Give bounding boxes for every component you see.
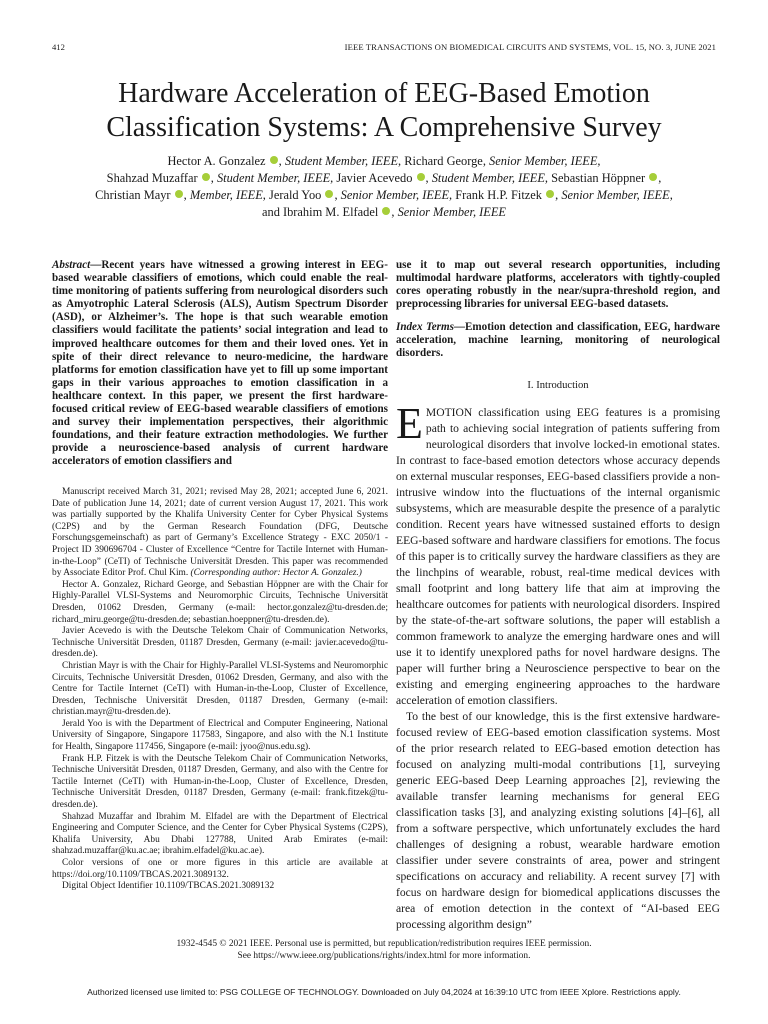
author-name: Hector A. Gonzalez	[167, 154, 266, 168]
intro-paragraph-1: MOTION classification using EEG features is a promising path to achieving social integration of patients suffering from neurological disorders that involve locked-in emotional states. In contrast to face-based emotion detectors whose accuracy depends on external muscular responses, EEG-based classifiers provide a non-intrusive window into the fluctuations of the internal organismic subsystems, which are measurable despite the presence of a paralytic condition. Recent years have witnessed sustained efforts to design EEG-based software and hardware classifiers for emotions. The focus of this paper is to critically survey the hardware classifiers as they are the linchpins of wearable, robust, real-time medical devices with small footprint and long battery life that aim at improving the healthcare outcomes for patients with neurological disorders. Inspired by the state-of-the-art software solutions, the paper will establish a common framework to analyze the emerging hardware ones and will use it to identify unexplored paths for novel hardware designs. The paper will further bring a Neuroscience perspective to bear on the existing and emerging engineering approaches to the hardware acceleration of emotion classifiers.	[396, 406, 720, 707]
author-role: Student Member, IEEE	[284, 154, 399, 168]
author-name: Shahzad Muzaffar	[106, 171, 198, 185]
author-role: Senior Member, IEEE,	[561, 188, 673, 202]
footnote-affiliation: Jerald Yoo is with the Department of Electrical and Computer Engineering, National University of Singapore, Singapore 117583, Singapore, and also with the N.1 Institute for Health, Singapore 117456, Singapore (e-mail: jyoo@nus.edu.sg).	[52, 718, 388, 753]
footnote-affiliation: Shahzad Muzaffar and Ibrahim M. Elfadel are with the Department of Electrical Engineering and Computer Science, and the Center for Cyber Physical Systems (C2PS), Khalifa University, Abu Dhabi 127788, United Arab Emirates (e-mail: shahzad.muzaffar@ku.ac.ae; ibrahim.elfadel@ku.ac.ae).	[52, 811, 388, 857]
footnote-color-versions[interactable]: Color versions of one or more figures in this article are available at https://doi.org/10.1109/TBCAS.2021.3089132.	[52, 858, 388, 880]
orcid-icon[interactable]	[202, 173, 210, 181]
intro-paragraph-2: To the best of our knowledge, this is the first extensive hardware-focused review of EEG-based emotion classification systems. Most of the prior research related to EEG-based emotion detection has focused on analyzing multi-modal contributions [1], surveying generic EEG-based Deep Learning approaches [2], reviewing the available transfer learning mechanisms for general EEG classification tasks [3], and analyzing existing solutions [4]–[6], all from a software perspective, which unfortunately excludes the hard challenges of designing a robust, wearable hardware emotion classifier under severe constraints of area, power and stringent specifications on accuracy and reliability. A recent survey [7] with focus on hardware design for biomedical applications discusses the area of emotion detection in the context of “AI-based EEG processing algorithm design”	[396, 710, 720, 931]
footnote-doi: Digital Object Identifier 10.1109/TBCAS.2021.3089132	[62, 881, 275, 892]
introduction-body	[396, 399, 720, 933]
orcid-icon[interactable]	[270, 156, 278, 164]
abstract-left	[52, 259, 388, 469]
footnotes	[52, 487, 388, 893]
author-role: Senior Member, IEEE,	[489, 154, 601, 168]
orcid-icon[interactable]	[382, 207, 390, 215]
drop-cap: E	[396, 399, 423, 448]
index-terms	[396, 321, 720, 360]
paper-title	[40, 77, 728, 145]
orcid-icon[interactable]	[546, 190, 554, 198]
footnote-affiliation: Javier Acevedo is with the Deutsche Telekom Chair of Communication Networks, Technische Universität Dresden, 01187 Dresden, Germany (e-mail: javier.acevedo@tu-dresden.de).	[52, 626, 388, 660]
author-role: Student Member, IEEE,	[431, 171, 549, 185]
author-line-1: Hector A. Gonzalez , Student Member, IEEE, Richard George, Senior Member, IEEE,	[167, 154, 601, 168]
footnote-manuscript: Manuscript received March 31, 2021; revised May 28, 2021; accepted June 6, 2021. Date of publication June 14, 2021; date of current version August 17, 2021. This work was partially supported by the Khalifa University Center for Cyber Physical Systems (C2PS) and by the German Research Foundation (DFG, Deutsche Forschungsgemeinschaft) as part of Germany’s Excellence Strategy - EXC 2050/1 - Project ID 390696704 - Cluster of Excellence “Centre for Tactile Internet with Human-in-the-Loop” (CeTI) of Technische Universität Dresden. This paper was recommended by Associate Editor Prof. Chul Kim.	[52, 487, 388, 579]
author-role: Senior Member, IEEE,	[340, 188, 453, 202]
author-name: Jerald Yoo	[269, 188, 322, 202]
author-name: Sebastian Höppner	[551, 171, 646, 185]
author-name: and Ibrahim M. Elfadel	[262, 205, 379, 219]
footnote-corresponding: (Corresponding author: Hector A. Gonzalez.)	[190, 568, 362, 579]
index-terms-lead: Index Terms	[396, 321, 454, 333]
author-line-4: and Ibrahim M. Elfadel , Senior Member, IEEE	[262, 205, 506, 219]
author-name: Frank H.P. Fitzek	[455, 188, 542, 202]
abstract-continuation: use it to map out several research opportunities, including multimodal hardware platforms, accelerators with tightly-coupled cores operating robustly in the near/supra-threshold region, and preprocessing libraries for universal EEG-based datasets.	[396, 259, 720, 311]
author-role: Senior Member, IEEE	[397, 205, 506, 219]
orcid-icon[interactable]	[325, 190, 333, 198]
journal-title: IEEE TRANSACTIONS ON BIOMEDICAL CIRCUITS AND SYSTEMS, VOL. 15, NO. 3, JUNE 2021	[344, 42, 716, 52]
author-role: Member, IEEE,	[189, 188, 266, 202]
abstract-text: —Recent years have witnessed a growing interest in EEG-based wearable classifiers of emotions, which could enable the real-time monitoring of patients suffering from neurological disorders such as Amyotrophic Lateral Sclerosis (ALS), Autism Spectrum Disorder (ASD), or Alzheimer’s. The hope is that such wearable emotion classifiers would facilitate the patients’ social integration and lead to improved healthcare outcomes for them and their loved ones. Yet in spite of their direct relevance to neuro-medicine, the hardware platforms for emotion classification have yet to fill up some important gaps in their various approaches to emotion classification in a healthcare context. In this paper, we present the first hardware-focused critical review of EEG-based wearable classifiers of emotions and survey their implementation perspectives, their algorithmic foundations, and their feature extraction methodologies. We further provide a neuroscience-based analysis of current hardware accelerators of emotion classifiers and	[52, 259, 388, 468]
index-terms-text: —Emotion detection and classification, EEG, hardware acceleration, machine learning, monitoring of neurological disorders.	[396, 321, 720, 360]
footnote-affiliation: Hector A. Gonzalez, Richard George, and Sebastian Höppner are with the Chair for Highly-Parallel VLSI-Systems and Neuromorphic Circuits, Technische Universität Dresden, 01062 Dresden, Germany (e-mail: hector.gonzalez@tu-dresden.de; richard_miru.george@tu-dresden.de; sebastian.hoeppner@tu-dresden.de).	[52, 579, 388, 625]
orcid-icon[interactable]	[175, 190, 183, 198]
license-watermark: Authorized licensed use limited to: PSG COLLEGE OF TECHNOLOGY. Downloaded on July 04,2024 at 16:39:10 UTC from IEEE Xplore. Restrictions apply.	[87, 987, 681, 997]
footnote-affiliation: Frank H.P. Fitzek is with the Deutsche Telekom Chair of Communication Networks, Technische Universität Dresden, 01187 Dresden, Germany, and also with the Centre for Tactile Internet (CeTI) with Human-in-the-Loop, Cluster of Excellence, Dresden, Technische Universität Dresden, 01187 Dresden, Germany (e-mail: frank.fitzek@tu-dresden.de).	[52, 753, 388, 811]
author-line-2: Shahzad Muzaffar , Student Member, IEEE, Javier Acevedo , Student Member, IEEE, Sebastian Höppner ,	[106, 171, 662, 185]
title-line-1: Hardware Acceleration of EEG-Based Emotion	[118, 78, 650, 109]
copyright-line-1: 1932-4545 © 2021 IEEE. Personal use is permitted, but republication/redistribution requires IEEE permission.	[176, 939, 592, 949]
abstract-right	[396, 259, 720, 311]
author-list	[40, 153, 728, 221]
author-name: Javier Acevedo	[336, 171, 413, 185]
copyright-line-2[interactable]: See https://www.ieee.org/publications/rights/index.html for more information.	[237, 950, 531, 961]
orcid-icon[interactable]	[417, 173, 425, 181]
author-line-3: Christian Mayr , Member, IEEE, Jerald Yoo , Senior Member, IEEE, Frank H.P. Fitzek , Senior Member, IEEE,	[95, 188, 673, 202]
section-heading-introduction: I. Introduction	[527, 380, 589, 391]
copyright-notice	[40, 939, 728, 962]
page-number: 412	[52, 42, 65, 52]
orcid-icon[interactable]	[649, 173, 657, 181]
abstract-lead: Abstract	[52, 259, 91, 271]
footnote-affiliation: Christian Mayr is with the Chair for Highly-Parallel VLSI-Systems and Neuromorphic Circuits, Technische Universität Dresden, 01062 Dresden, Germany, and also with the Centre for Tactile Internet (CeTI) with Human-in-the-Loop, Cluster of Excellence, Dresden, Technische Universität Dresden, 01187 Dresden, Germany (e-mail: christian.mayr@tu-dresden.de).	[52, 660, 388, 718]
author-name: Richard George	[404, 154, 483, 168]
author-name: Christian Mayr	[95, 188, 171, 202]
author-role: Student Member, IEEE,	[216, 171, 334, 185]
title-line-2: Classification Systems: A Comprehensive Survey	[106, 112, 662, 143]
